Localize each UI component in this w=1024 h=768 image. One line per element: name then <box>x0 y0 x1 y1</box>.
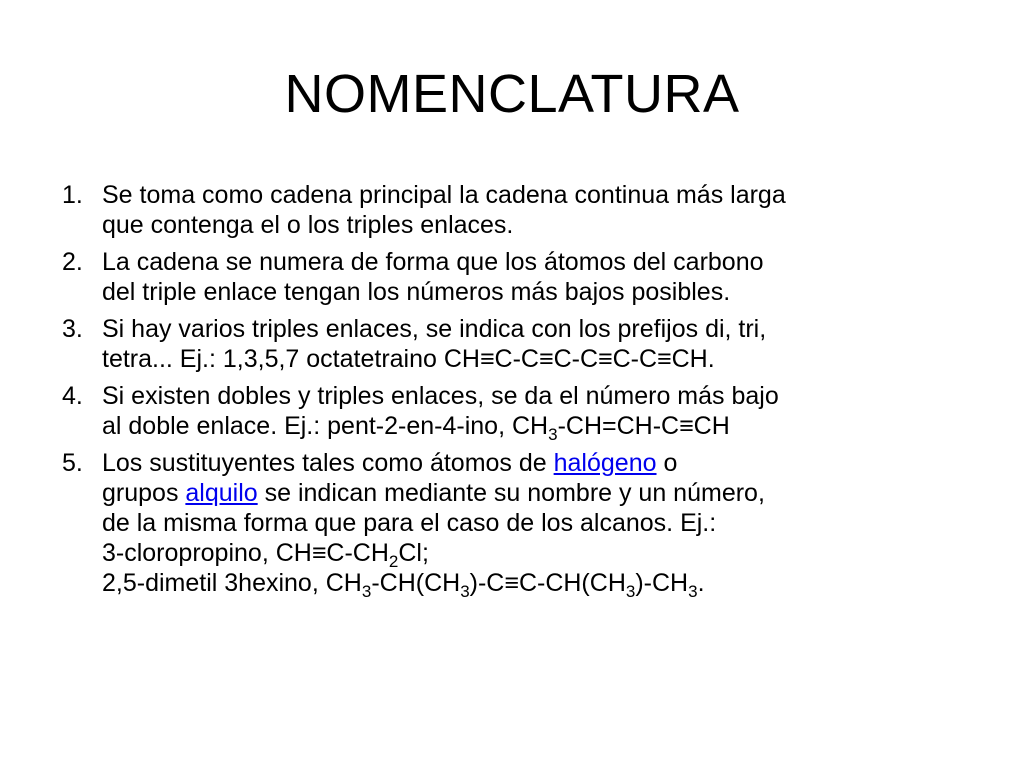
subscript: 3 <box>548 425 558 444</box>
slide-title: NOMENCLATURA <box>284 64 740 124</box>
text-segment: Cl; <box>398 539 429 567</box>
text-segment: o <box>656 449 678 477</box>
rule-number: 3. <box>62 315 83 343</box>
rule-number: 1. <box>62 181 83 209</box>
text-segment: grupos <box>102 479 186 507</box>
rule-text-line: Si hay varios triples enlaces, se indica con los prefijos di, tri, <box>102 315 767 343</box>
rule-text-line: del triple enlace tengan los números más bajos posibles. <box>102 278 731 306</box>
rule-text-line: La cadena se numera de forma que los átomos del carbono <box>102 248 764 276</box>
rule-number: 2. <box>62 248 83 276</box>
nomenclature-rules-list <box>62 180 962 605</box>
alquilo-link[interactable]: alquilo <box>185 479 258 507</box>
rule-number: 5. <box>62 449 83 477</box>
rule-item-5 <box>62 448 962 601</box>
rule-text-line: tetra... Ej.: 1,3,5,7 octatetraino CH≡C-C≡C-C≡C-C≡CH. <box>102 345 715 373</box>
rule-text-line <box>102 478 962 508</box>
rule-text-line: Si existen dobles y triples enlaces, se da el número más bajo <box>102 382 779 410</box>
rule-text-line: de la misma forma que para el caso de los alcanos. Ej.: <box>102 509 717 537</box>
text-segment: Los sustituyentes tales como átomos de <box>102 449 554 477</box>
subscript: 3 <box>460 582 470 601</box>
text-segment: 2,5-dimetil 3hexino, CH <box>102 569 362 597</box>
rule-number: 4. <box>62 382 83 410</box>
subscript: 2 <box>388 552 399 571</box>
rule-item-3 <box>62 314 962 374</box>
rule-text-line <box>102 448 962 478</box>
halogeno-link[interactable]: halógeno <box>553 449 657 477</box>
text-segment: 3-cloropropino, CH≡C-CH <box>102 539 389 567</box>
rule-item-4 <box>62 381 962 444</box>
rule-text-line: que contenga el o los triples enlaces. <box>102 211 514 239</box>
text-segment: se indican mediante su nombre y un número, <box>257 479 765 507</box>
subscript: 3 <box>688 582 698 601</box>
subscript: 3 <box>361 582 372 601</box>
rule-item-2 <box>62 247 962 307</box>
text-segment: -CH(CH <box>371 569 461 597</box>
text-segment: -CH=CH-C≡CH <box>557 412 730 440</box>
text-segment: )-CH <box>635 569 689 597</box>
rule-text-line: Se toma como cadena principal la cadena continua más larga <box>102 181 786 209</box>
rule-text-line <box>102 538 962 571</box>
subscript: 3 <box>625 582 636 601</box>
rule-text-line <box>102 568 962 601</box>
text-segment: . <box>697 569 705 597</box>
text-segment: )-C≡C-CH(CH <box>469 569 626 597</box>
rule-text-line <box>102 411 962 444</box>
text-segment: al doble enlace. Ej.: pent-2-en-4-ino, CH <box>102 412 549 440</box>
rule-item-1 <box>62 180 962 240</box>
